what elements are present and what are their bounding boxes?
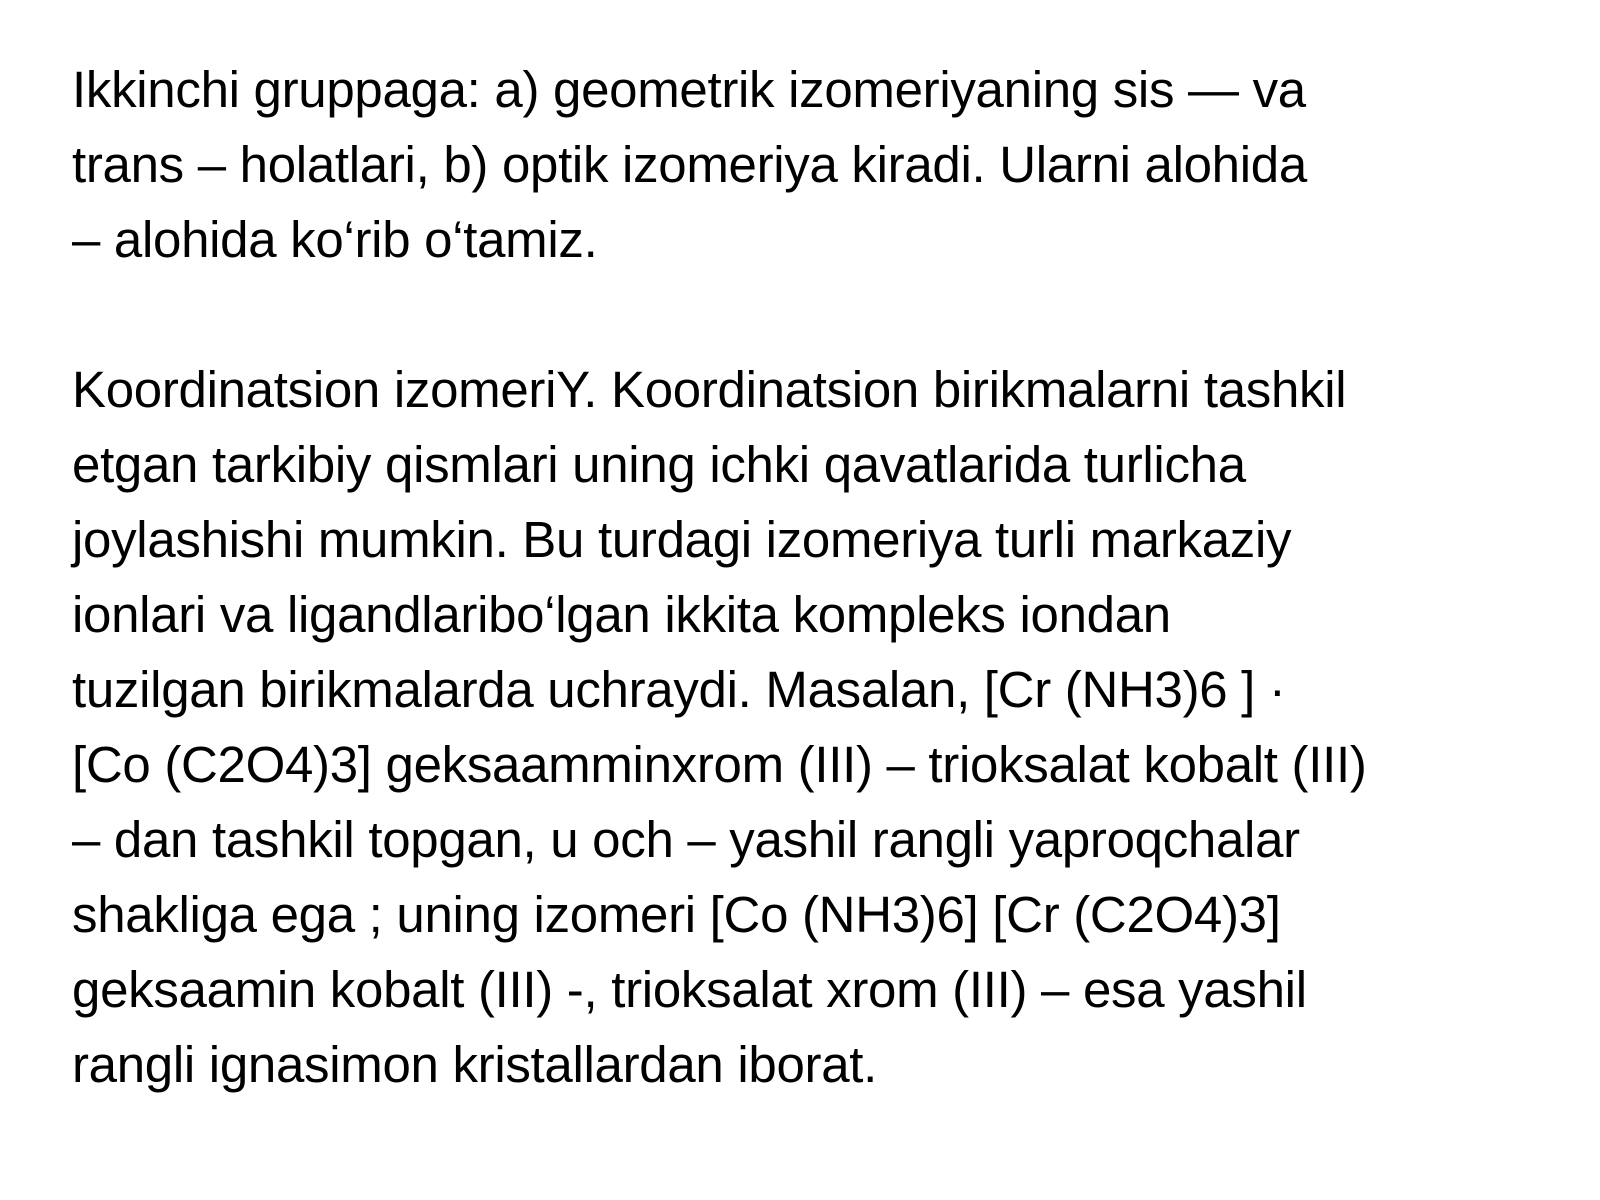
text-line: tuzilgan birikmalarda uchraydi. Masalan, [Cr (NH3)6 ] · — [72, 661, 1286, 718]
paragraph-coordination-isomerism — [72, 352, 1542, 1102]
slide-text-body — [72, 52, 1542, 1102]
text-line: Koordinatsion izomeriY. Koordinatsion birikmalarni tashkil — [72, 361, 1347, 418]
text-line: Ikkinchi gruppaga: a) geometrik izomeriyaning sis — va — [72, 61, 1306, 118]
paragraph-isomerism-groups — [72, 52, 1542, 277]
text-line: etgan tarkibiy qismlari uning ichki qavatlarida turlicha — [72, 436, 1246, 493]
text-line: [Co (C2O4)3] geksaamminxrom (III) – trioksalat kobalt (III) — [72, 736, 1367, 793]
text-line: – dan tashkil topgan, u och – yashil rangli yaproqchalar — [72, 811, 1300, 868]
text-line: geksaamin kobalt (III) -, trioksalat xrom (III) – esa yashil — [72, 961, 1307, 1018]
text-line: trans – holatlari, b) optik izomeriya kiradi. Ularni alohida — [72, 136, 1307, 193]
text-line: – alohida ko‘rib o‘tamiz. — [72, 211, 598, 268]
text-line: shakliga ega ; uning izomeri [Co (NH3)6] [Cr (C2O4)3] — [72, 886, 1281, 943]
text-line: joylashishi mumkin. Bu turdagi izomeriya turli markaziy — [72, 511, 1292, 568]
text-line: rangli ignasimon kristallardan iborat. — [72, 1036, 877, 1093]
text-line: ionlari va ligandlaribo‘lgan ikkita kompleks iondan — [72, 586, 1171, 643]
paragraph-spacer — [72, 277, 1542, 352]
